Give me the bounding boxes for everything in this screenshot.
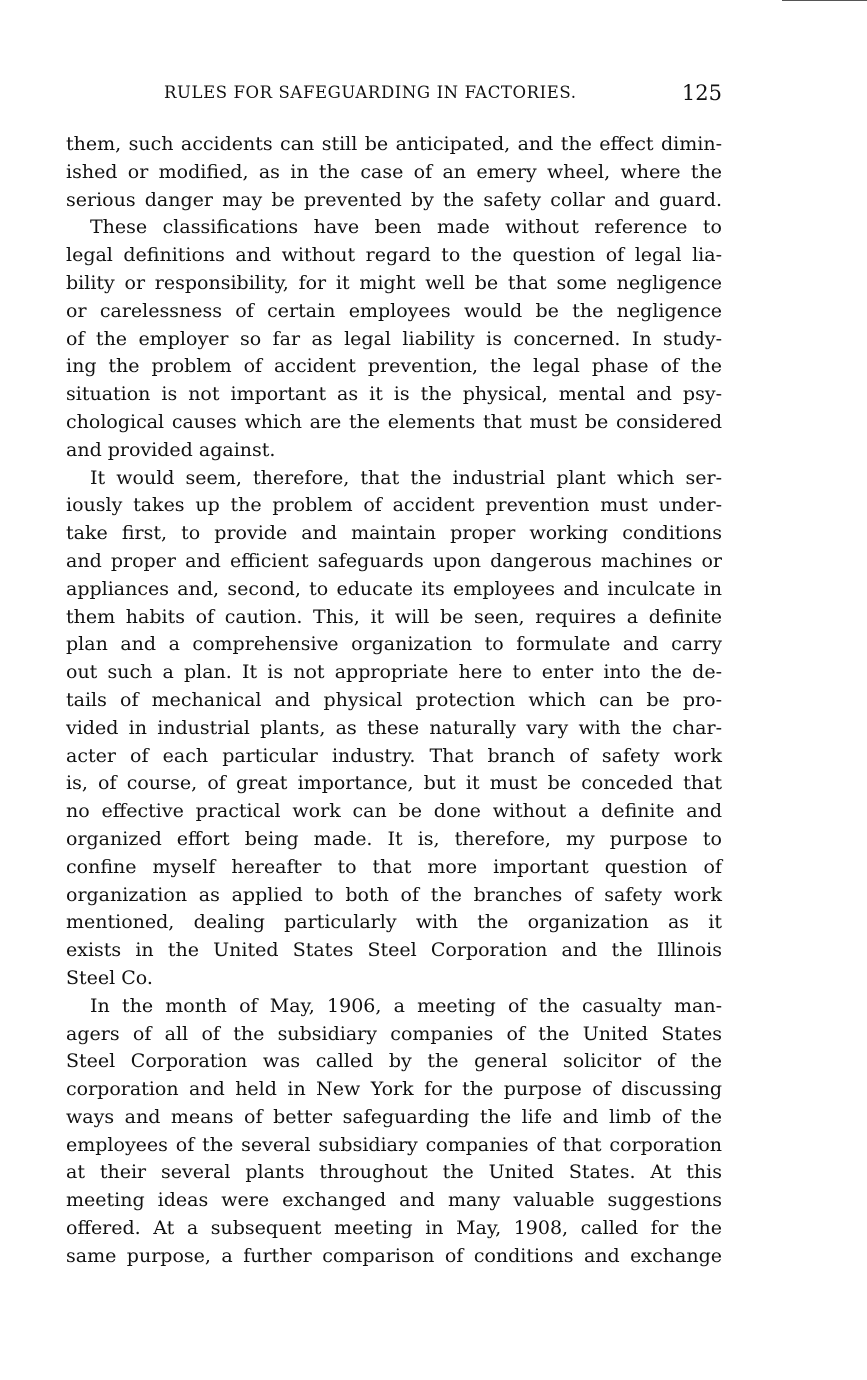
text-line: These classifications have been made without reference to [90,216,722,239]
text-line: or carelessness of certain employees would be the negligence [66,299,722,322]
text-line: ished or modified, as in the case of an emery wheel, where the [66,160,722,183]
text-line: confine myself hereafter to that more important question of [66,855,722,878]
text-line: meeting ideas were exchanged and many valuable suggestions [66,1189,722,1212]
text-line: them, such accidents can still be anticipated, and the effect dimin- [66,133,722,155]
text-line: organization as applied to both of the branches of safety work [66,883,722,906]
text-line: iously takes up the problem of accident prevention must under- [66,494,722,517]
text-line: them habits of caution. This, it will be seen, requires a definite [66,605,722,628]
text-line: situation is not important as it is the physical, mental and psy- [66,383,722,406]
text-line: plan and a comprehensive organization to formulate and carry [66,633,722,656]
text-line: Steel Corporation was called by the general solicitor of the [66,1050,722,1073]
text-line: of the employer so far as legal liability is concerned. In study- [66,327,722,350]
text-line: at their several plants throughout the United States. At this [66,1161,722,1184]
text-line: legal definitions and without regard to the question of legal lia- [66,244,722,267]
text-line: same purpose, a further comparison of conditions and exchange [66,1244,722,1267]
text-line: is, of course, of great importance, but it must be conceded that [66,772,722,795]
text-line: vided in industrial plants, as these naturally vary with the char- [66,716,722,739]
page-header [66,81,722,107]
text-line: It would seem, therefore, that the industrial plant which ser- [90,466,722,489]
text-line: agers of all of the subsidiary companies of the United States [66,1022,722,1045]
text-line: acter of each particular industry. That branch of safety work [66,744,722,767]
top-edge-rule [782,0,867,1]
text-line: In the month of May, 1906, a meeting of the casualty man- [90,994,722,1017]
text-line: exists in the United States Steel Corporation and the Illinois [66,939,722,962]
running-head: RULES FOR SAFEGUARDING IN FACTORIES. [164,83,577,102]
text-line: Steel Co. [66,966,153,989]
body-text [66,131,722,1271]
text-line: and provided against. [66,438,276,461]
text-line: employees of the several subsidiary companies of that corporation [66,1133,722,1156]
text-line: take first, to provide and maintain proper working conditions [66,522,722,545]
text-line: out such a plan. It is not appropriate here to enter into the de- [66,661,722,684]
text-line: organized effort being made. It is, therefore, my purpose to [66,827,722,850]
text-line: ways and means of better safeguarding the life and limb of the [66,1105,722,1128]
text-line: chological causes which are the elements that must be considered [66,410,722,433]
text-line: and proper and efficient safeguards upon dangerous machines or [66,549,722,572]
text-line: offered. At a subsequent meeting in May, 1908, called for the [66,1217,722,1240]
text-line: tails of mechanical and physical protection which can be pro- [66,688,722,711]
text-line: corporation and held in New York for the purpose of discussing [66,1078,722,1101]
text-line: appliances and, second, to educate its employees and inculcate in [66,577,722,600]
text-line: serious danger may be prevented by the safety collar and guard. [66,188,722,211]
text-line: mentioned, dealing particularly with the organization as it [66,911,722,934]
text-line: ing the problem of accident prevention, the legal phase of the [66,355,722,378]
text-line: bility or responsibility, for it might well be that some negligence [66,271,722,294]
page-number: 125 [681,81,722,105]
text-line: no effective practical work can be done without a definite and [66,800,722,823]
